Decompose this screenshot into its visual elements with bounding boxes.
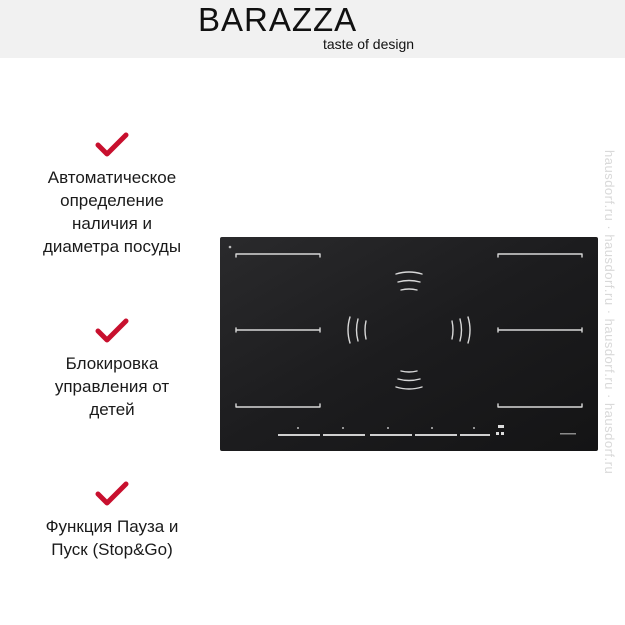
feature-text [0,166,224,258]
watermark [601,150,623,620]
checkmark-icon [95,132,129,158]
watermark-text: hausdorf.ru · hausdorf.ru · hausdorf.ru · hausdorf.ru [602,150,617,475]
feature-child-lock [0,318,224,421]
hob-glass [220,237,598,451]
checkmark-icon [95,318,129,344]
brand-logo: BARAZZA [198,1,358,38]
header-banner [0,0,625,58]
feature-line: Функция Пауза и [45,517,179,536]
checkmark-icon [95,481,129,507]
feature-line: Блокировка [65,354,159,373]
feature-auto-detection [0,132,224,258]
feature-line: наличия и [71,214,153,233]
feature-line: управления от [54,377,170,396]
feature-line: Пуск (Stop&Go) [51,540,173,559]
brand-tagline: taste of design [323,36,415,52]
induction-hob-image [220,237,598,451]
feature-line: диаметра посуды [42,237,182,256]
feature-text [0,515,224,561]
feature-text [0,352,224,421]
feature-stop-and-go [0,481,224,561]
feature-line: детей [89,400,135,419]
feature-line: определение [60,191,164,210]
feature-line: Автоматическое [47,168,177,187]
